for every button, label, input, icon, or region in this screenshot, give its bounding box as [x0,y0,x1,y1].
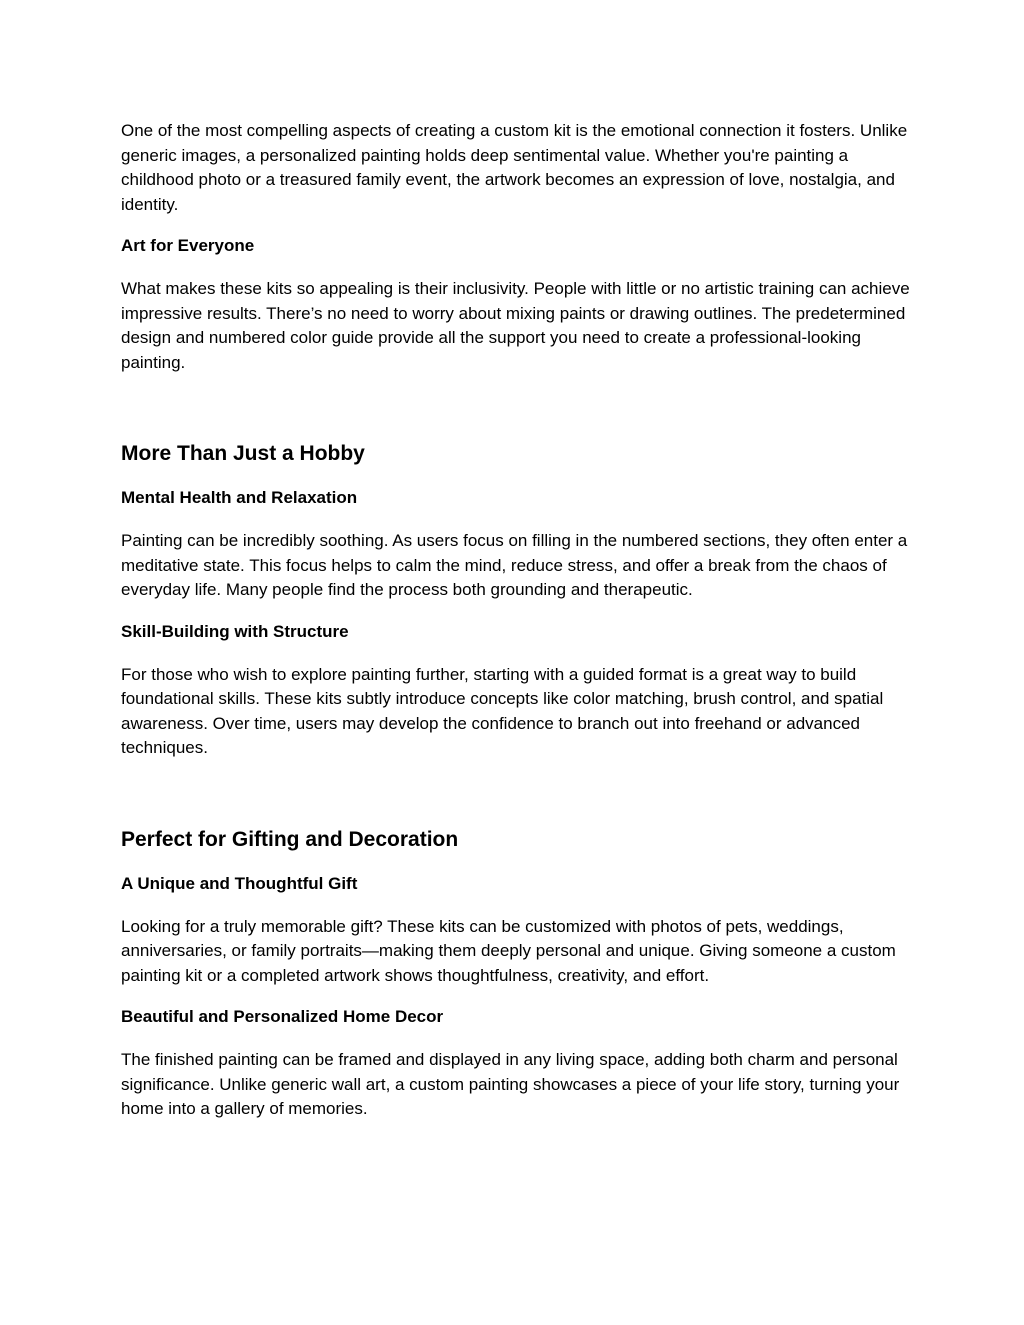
document-body [121,119,911,1122]
art-for-everyone-paragraph: What makes these kits so appealing is their inclusivity. People with little or no artistic training can achieve impressive results. There’s no need to worry about mixing paints or drawing outlines. The predetermined design and numbered color guide provide all the support you need to create a professional-looking painting. [121,279,910,372]
unique-gift-paragraph: Looking for a truly memorable gift? These kits can be customized with photos of pets, weddings, anniversaries, or family portraits—making them deeply personal and unique. Giving someone a custom painting kit or a completed artwork shows thoughtfulness, creativity, and effort. [121,916,896,985]
subheading-home-decor: Beautiful and Personalized Home Decor [121,1007,444,1026]
section-heading-gifting-decoration: Perfect for Gifting and Decoration [121,827,459,851]
mental-health-paragraph: Painting can be incredibly soothing. As users focus on filling in the numbered sections, they often enter a meditative state. This focus helps to calm the mind, reduce stress, and offer a break from the chaos of everyday life. Many people find the process both grounding and therapeutic. [121,531,908,599]
skill-building-paragraph: For those who wish to explore painting further, starting with a guided format is a great way to build foundational skills. These kits subtly introduce concepts like color matching, brush control, and spatial awareness. Over time, users may develop the confidence to branch out into freehand or advanced techniques. [121,664,884,757]
intro-paragraph: One of the most compelling aspects of creating a custom kit is the emotional connection it fosters. Unlike generic images, a personalized painting holds deep sentimental value. Whether you're painting a childhood photo or a treasured family event, the artwork becomes an expression of love, nostalgia, and identity. [121,121,908,214]
subheading-unique-gift: A Unique and Thoughtful Gift [121,873,358,893]
section-heading-more-than-hobby: More Than Just a Hobby [121,442,365,465]
subheading-skill-building: Skill-Building with Structure [121,621,349,641]
subheading-art-for-everyone: Art for Everyone [121,236,255,255]
subheading-mental-health: Mental Health and Relaxation [121,488,358,507]
home-decor-paragraph: The finished painting can be framed and displayed in any living space, adding both charm and personal significance. Unlike generic wall art, a custom painting showcases a piece of your life story, turning your home into a gallery of memories. [121,1050,900,1118]
